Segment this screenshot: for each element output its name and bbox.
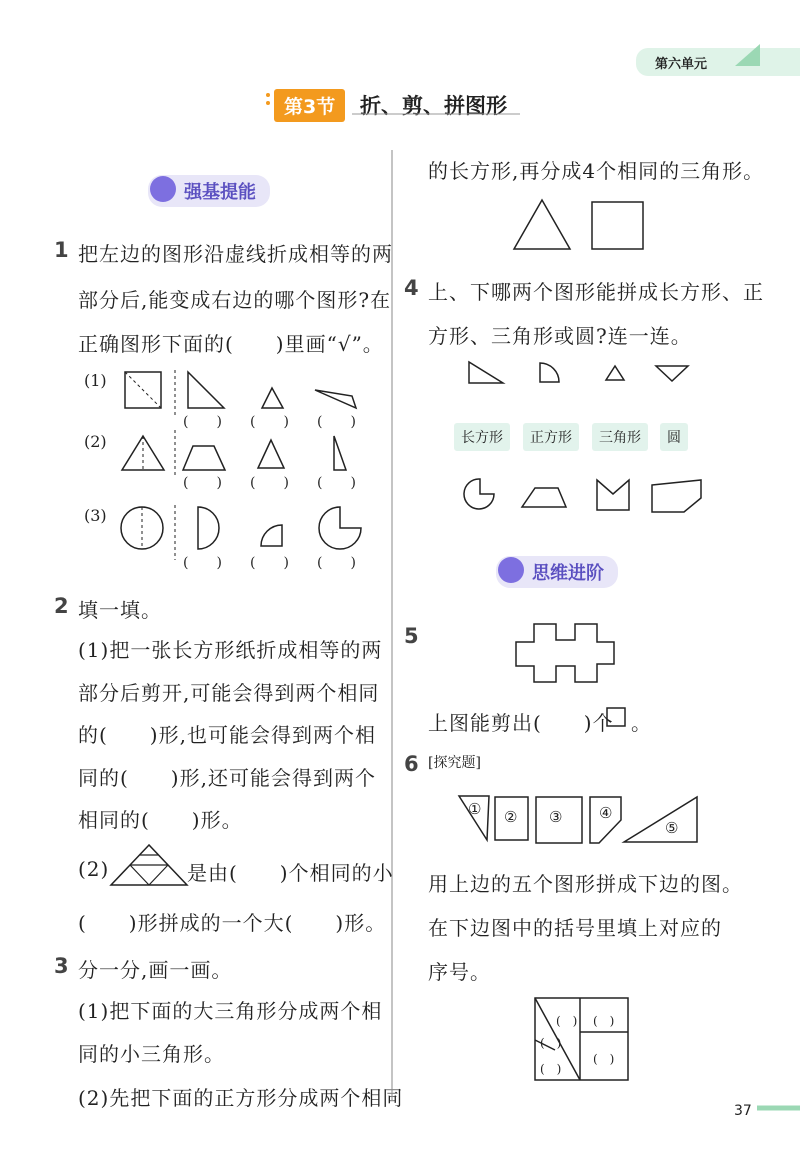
cross-shape <box>516 624 614 682</box>
q3-continuation: 的长方形,再分成4个相同的三角形。 <box>428 159 765 183</box>
three-quarter-circle-shape <box>319 507 361 549</box>
q1-number: 1 <box>54 238 69 262</box>
piece-label-2: ② <box>504 808 518 826</box>
piece-5-shape <box>624 797 697 842</box>
q3-number: 3 <box>54 954 69 978</box>
header-triangle-icon <box>735 44 760 66</box>
q2-p2-text-2: ( )形拼成的一个大( )形。 <box>78 911 387 935</box>
q2-p1-line4: 同的( )形,还可能会得到两个 <box>78 766 376 790</box>
trapezoid-shape <box>183 446 225 470</box>
page-number: 37 <box>734 1103 752 1119</box>
q4-line2: 方形、三角形或圆?连一连。 <box>428 324 692 348</box>
right-triangle-shape <box>469 362 503 383</box>
q6-tag: [探究题] <box>428 755 481 771</box>
inner-line <box>149 865 168 885</box>
fold-line <box>125 372 161 408</box>
section-tag: 第3节 <box>274 89 345 122</box>
small-square-blank[interactable] <box>607 708 625 726</box>
composite-line <box>535 998 580 1080</box>
piece-3-shape <box>536 797 582 843</box>
piece-1-shape <box>459 796 489 840</box>
pill-advanced: 思维进阶 <box>496 556 618 588</box>
right-triangle-shape <box>334 436 346 470</box>
piece-label-4: ④ <box>599 804 613 822</box>
q1-label-3: (3) <box>84 506 107 525</box>
q1-blank[interactable]: ( ) <box>250 475 289 491</box>
q1-blank[interactable]: ( ) <box>317 414 356 430</box>
q6-blank[interactable]: ( ) <box>593 1052 615 1066</box>
q2-p2-label: (2) <box>78 857 110 881</box>
piece-label-5: ⑤ <box>665 819 679 837</box>
triangle-shape <box>258 440 284 468</box>
piece-2-shape <box>495 797 528 840</box>
thin-triangle-shape <box>315 390 356 408</box>
pill-basic: 强基提能 <box>148 175 270 207</box>
q1-line3: 正确图形下面的( )里画“√”。 <box>78 332 384 356</box>
chip-circle[interactable]: 圆 <box>660 423 688 451</box>
q1-blank[interactable]: ( ) <box>183 555 222 571</box>
q2-p2-text: 是由( )个相同的小 <box>187 861 394 885</box>
q1-blank[interactable]: ( ) <box>317 475 356 491</box>
three-quarter-circle-shape <box>464 479 494 509</box>
composite-line <box>535 1040 555 1050</box>
q4-line1: 上、下哪两个图形能拼成长方形、正 <box>428 280 764 304</box>
section-title: 折、剪、拼图形 <box>360 94 507 118</box>
chip-rectangle[interactable]: 长方形 <box>454 423 510 451</box>
q6-blank[interactable]: ( ) <box>540 1062 562 1076</box>
q5-number: 5 <box>404 624 419 648</box>
q2-number: 2 <box>54 594 69 618</box>
inner-line <box>130 865 149 885</box>
right-triangle-shape <box>188 372 224 408</box>
q3-line1: (1)把下面的大三角形分成两个相 <box>78 999 383 1023</box>
q1-blank[interactable]: ( ) <box>250 555 289 571</box>
triangle-shape <box>122 436 164 470</box>
small-triangle-shape <box>606 366 624 380</box>
q4-number: 4 <box>404 276 419 300</box>
chip-triangle[interactable]: 三角形 <box>592 423 648 451</box>
square-shape <box>592 202 643 249</box>
q5-text-end: 。 <box>631 711 652 735</box>
triangle-shape <box>514 200 570 249</box>
q6-blank[interactable]: ( ) <box>556 1014 578 1028</box>
composite-square <box>535 998 628 1080</box>
piece-label-3: ③ <box>549 808 563 826</box>
q2-p1-line1: (1)把一张长方形纸折成相等的两 <box>78 638 383 662</box>
q1-blank[interactable]: ( ) <box>250 414 289 430</box>
semicircle-shape <box>198 507 219 549</box>
q1-label-2: (2) <box>84 432 107 451</box>
q1-blank[interactable]: ( ) <box>183 414 222 430</box>
q6-line3: 序号。 <box>428 960 491 984</box>
q2-p1-line5: 相同的( )形。 <box>78 808 243 832</box>
q1-blank[interactable]: ( ) <box>317 555 356 571</box>
trapezoid-shape <box>522 488 566 507</box>
section-dot <box>266 93 270 97</box>
q1-label-1: (1) <box>84 371 107 390</box>
unit-label: 第六单元 <box>655 57 708 72</box>
piece-label-1: ① <box>468 800 482 818</box>
cut-corner-shape <box>652 480 701 512</box>
piece-4-shape <box>590 797 621 843</box>
notched-square-shape <box>597 480 629 510</box>
q1-line2: 部分后,能变成右边的哪个图形?在 <box>78 288 392 312</box>
q6-line2: 在下边图中的括号里填上对应的 <box>428 916 722 940</box>
q3-line2: 同的小三角形。 <box>78 1042 225 1066</box>
q6-line1: 用上边的五个图形拼成下边的图。 <box>428 872 743 896</box>
chip-square[interactable]: 正方形 <box>523 423 579 451</box>
section-dot <box>266 101 270 105</box>
q3-line3: (2)先把下面的正方形分成两个相同 <box>78 1086 404 1110</box>
q6-number: 6 <box>404 752 419 776</box>
quarter-circle-shape <box>540 363 559 382</box>
q5-text: 上图能剪出( )个 <box>428 711 614 735</box>
q1-blank[interactable]: ( ) <box>183 475 222 491</box>
small-triangle-shape <box>262 388 283 408</box>
q2-title: 填一填。 <box>78 598 162 622</box>
q1-line1: 把左边的图形沿虚线折成相等的两 <box>78 242 393 266</box>
down-triangle-shape <box>656 366 688 381</box>
q3-title: 分一分,画一画。 <box>78 958 233 982</box>
q2-p1-line2: 部分后剪开,可能会得到两个相同 <box>78 681 380 705</box>
q6-blank[interactable]: ( ) <box>593 1014 615 1028</box>
quarter-circle-shape <box>261 525 282 546</box>
q6-blank[interactable]: ( ) <box>540 1036 562 1050</box>
q2-p1-line3: 的( )形,也可能会得到两个相 <box>78 723 376 747</box>
